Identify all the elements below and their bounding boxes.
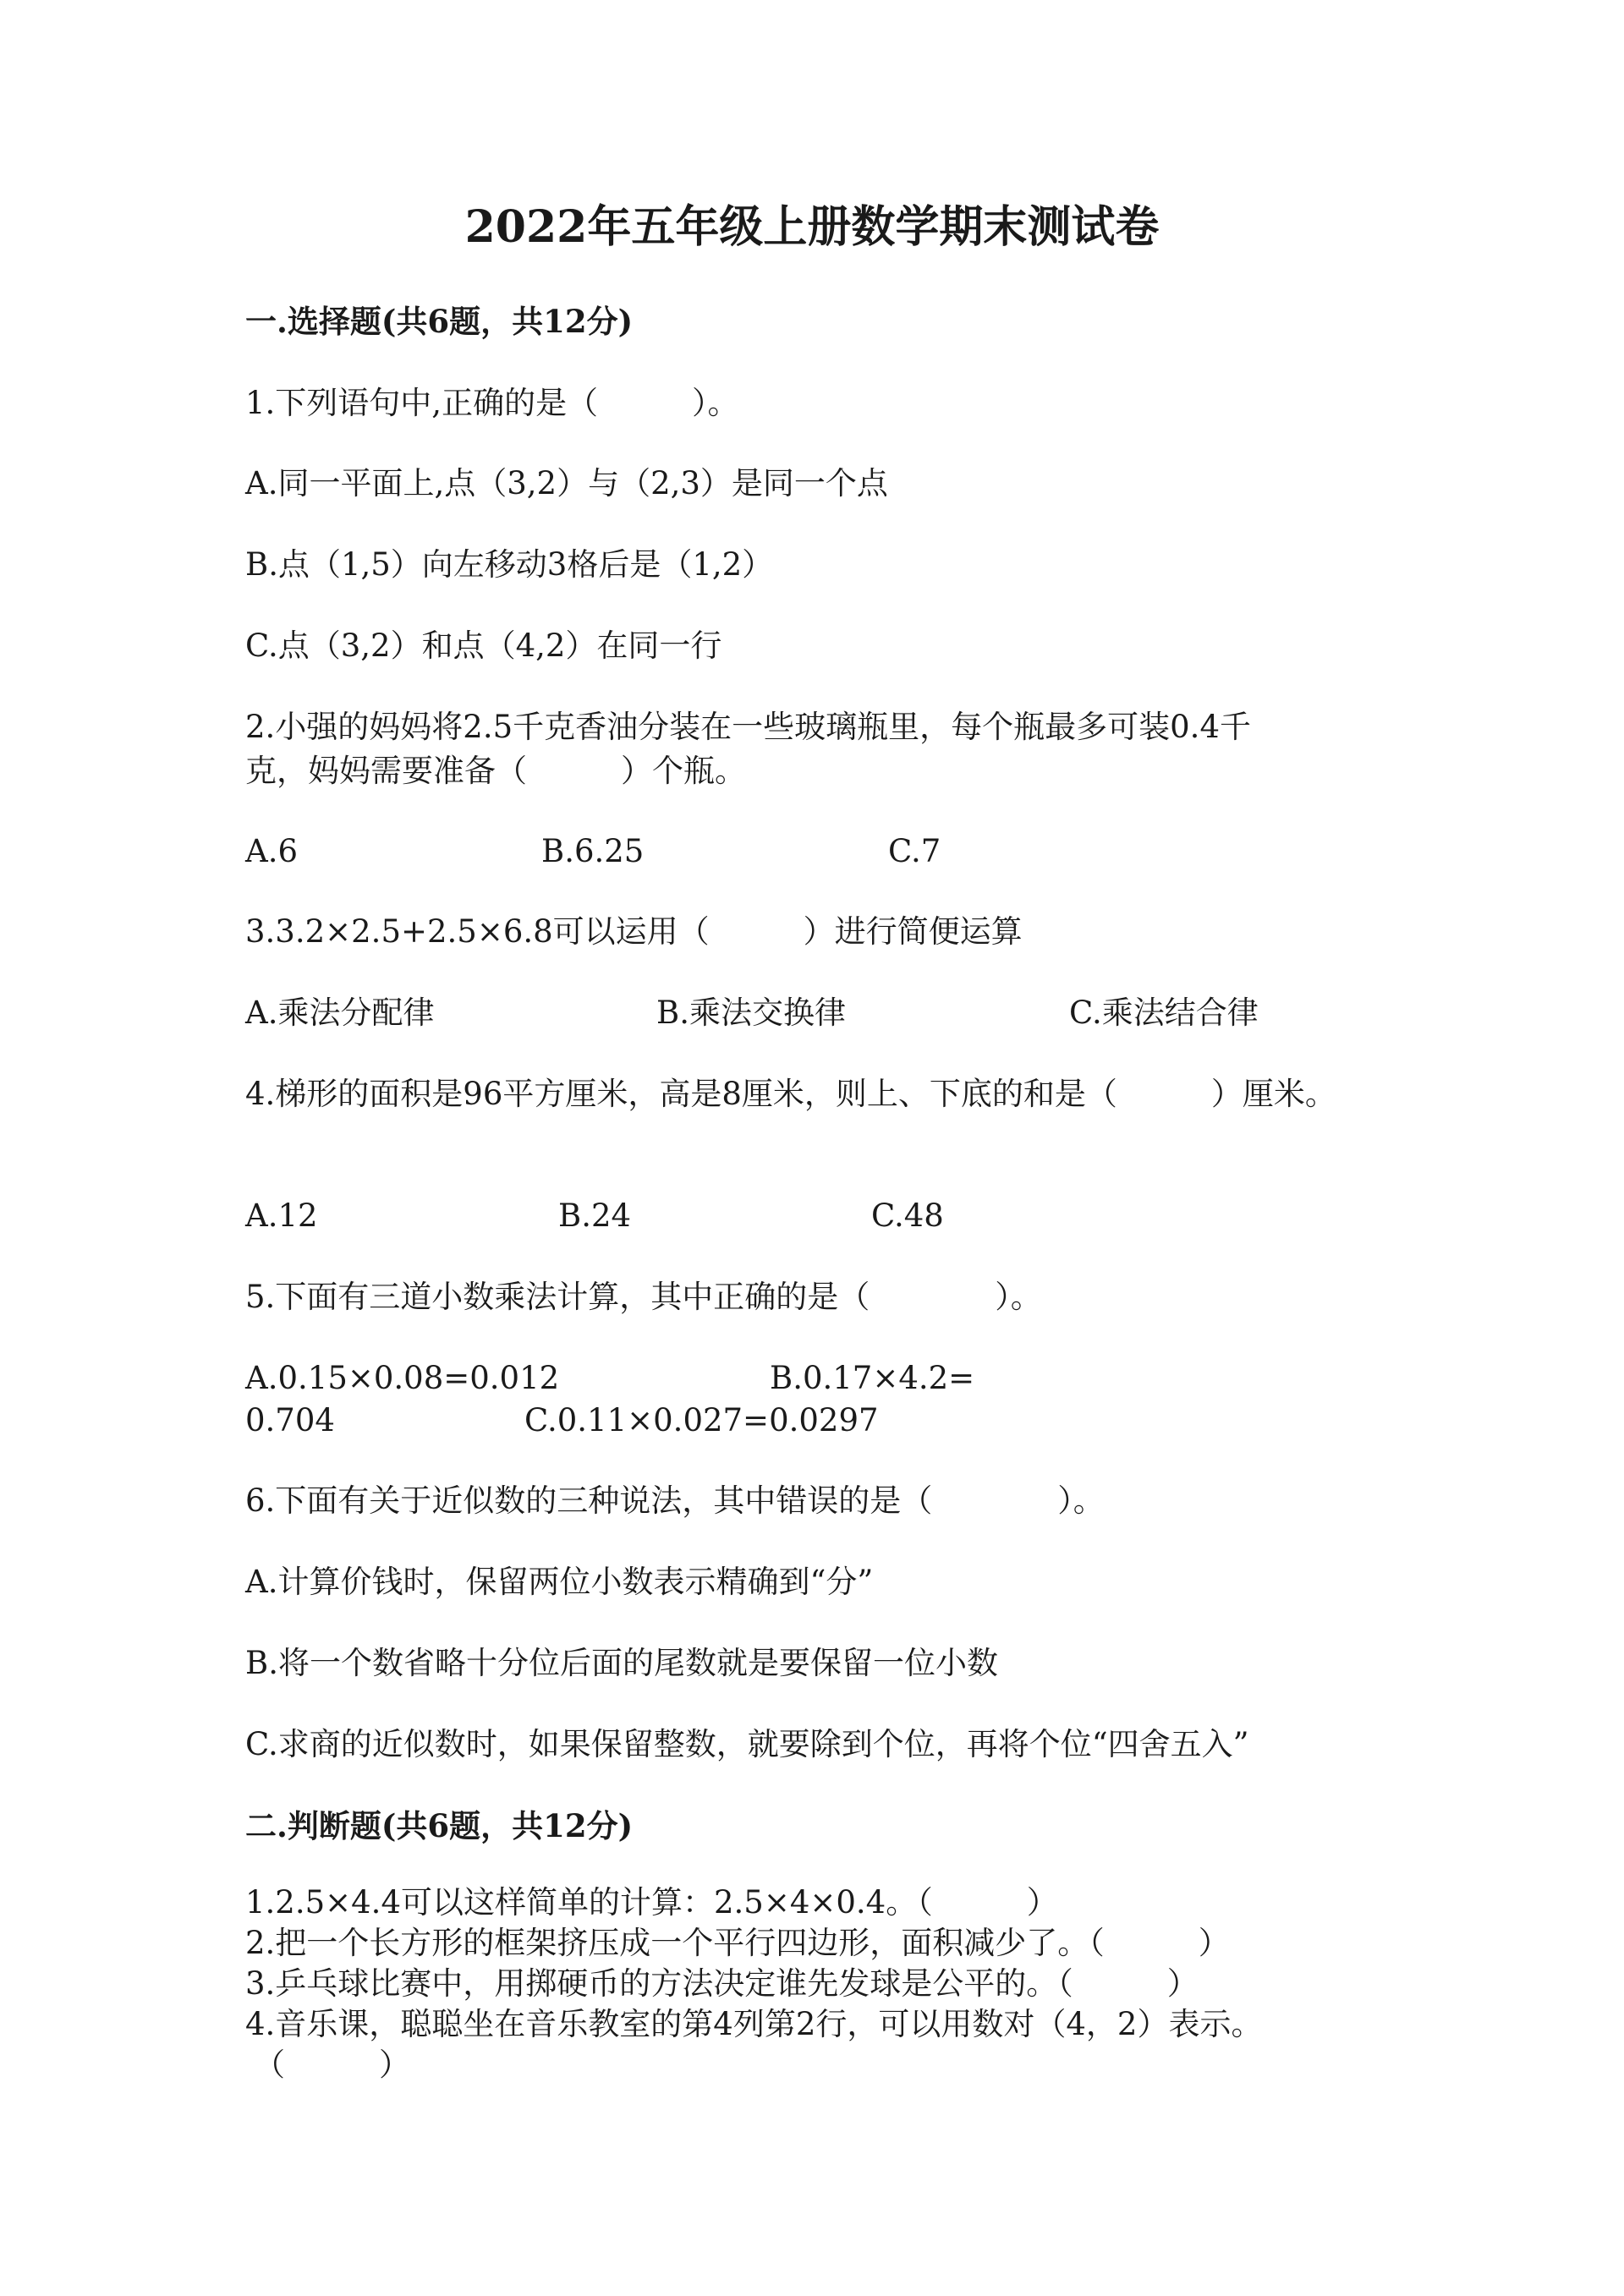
question-6-option-b: B.将一个数省略十分位后面的尾数就是要保留一位小数 <box>245 1645 998 1681</box>
judgment-item-1: 1.2.5×4.4可以这样简单的计算：2.5×4×0.4。（ ） <box>245 1884 1058 1921</box>
question-6-option-a: A.计算价钱时，保留两位小数表示精确到“分” <box>245 1564 874 1600</box>
question-6-stem: 6.下面有关于近似数的三种说法，其中错误的是（ ）。 <box>245 1482 1105 1519</box>
question-1-stem: 1.下列语句中,正确的是（ ）。 <box>245 385 739 421</box>
question-3-option-a: A.乘法分配律 <box>245 995 435 1031</box>
question-5-stem: 5.下面有三道小数乘法计算，其中正确的是（ ）。 <box>245 1279 1042 1315</box>
question-3-stem: 3.3.2×2.5+2.5×6.8可以运用（ ）进行简便运算 <box>245 913 1023 950</box>
judgment-item-2: 2.把一个长方形的框架挤压成一个平行四边形，面积减少了。（ ） <box>245 1925 1230 1961</box>
question-3-option-c: C.乘法结合律 <box>1069 995 1259 1031</box>
question-2-option-a: A.6 <box>245 833 299 869</box>
question-1-option-a: A.同一平面上,点（3,2）与（2,3）是同一个点 <box>245 465 888 501</box>
question-2-stem: 2.小强的妈妈将2.5千克香油分装在一些玻璃瓶里，每个瓶最多可装0.4千 <box>245 709 1251 745</box>
judgment-item-3: 3.乒乓球比赛中，用掷硬币的方法决定谁先发球是公平的。（ ） <box>245 1965 1199 2002</box>
question-6-option-c: C.求商的近似数时，如果保留整数，就要除到个位，再将个位“四舍五入” <box>245 1726 1249 1762</box>
question-2-option-c: C.7 <box>888 833 941 869</box>
question-4-option-b: B.24 <box>558 1197 632 1234</box>
question-5-option-c: C.0.11×0.027=0.0297 <box>524 1402 879 1438</box>
question-5-option-a: A.0.15×0.08=0.012 <box>245 1360 560 1396</box>
question-2-stem-cont: 克，妈妈需要准备（ ）个瓶。 <box>245 753 746 789</box>
question-4-stem: 4.梯形的面积是96平方厘米，高是8厘米，则上、下底的和是（ ）厘米。 <box>245 1076 1336 1112</box>
question-1-option-c: C.点（3,2）和点（4,2）在同一行 <box>245 627 722 664</box>
question-5-option-b-cont: 0.704 <box>245 1402 335 1438</box>
section-heading-judgment: 二.判断题(共6题，共12分) <box>245 1807 634 1844</box>
page-title: 2022年五年级上册数学期末测试卷 <box>464 201 1160 253</box>
judgment-item-4-cont: （ ） <box>254 2047 410 2083</box>
question-5-option-b: B.0.17×4.2= <box>770 1360 975 1396</box>
question-1-option-b: B.点（1,5）向左移动3格后是（1,2） <box>245 546 774 583</box>
question-4-option-c: C.48 <box>871 1197 944 1234</box>
judgment-item-4: 4.音乐课，聪聪坐在音乐教室的第4列第2行，可以用数对（4，2）表示。 <box>245 2006 1263 2042</box>
section-heading-choice: 一.选择题(共6题，共12分) <box>245 303 634 340</box>
question-3-option-b: B.乘法交换律 <box>656 995 846 1031</box>
question-4-option-a: A.12 <box>245 1197 318 1234</box>
question-2-option-b: B.6.25 <box>541 833 645 869</box>
